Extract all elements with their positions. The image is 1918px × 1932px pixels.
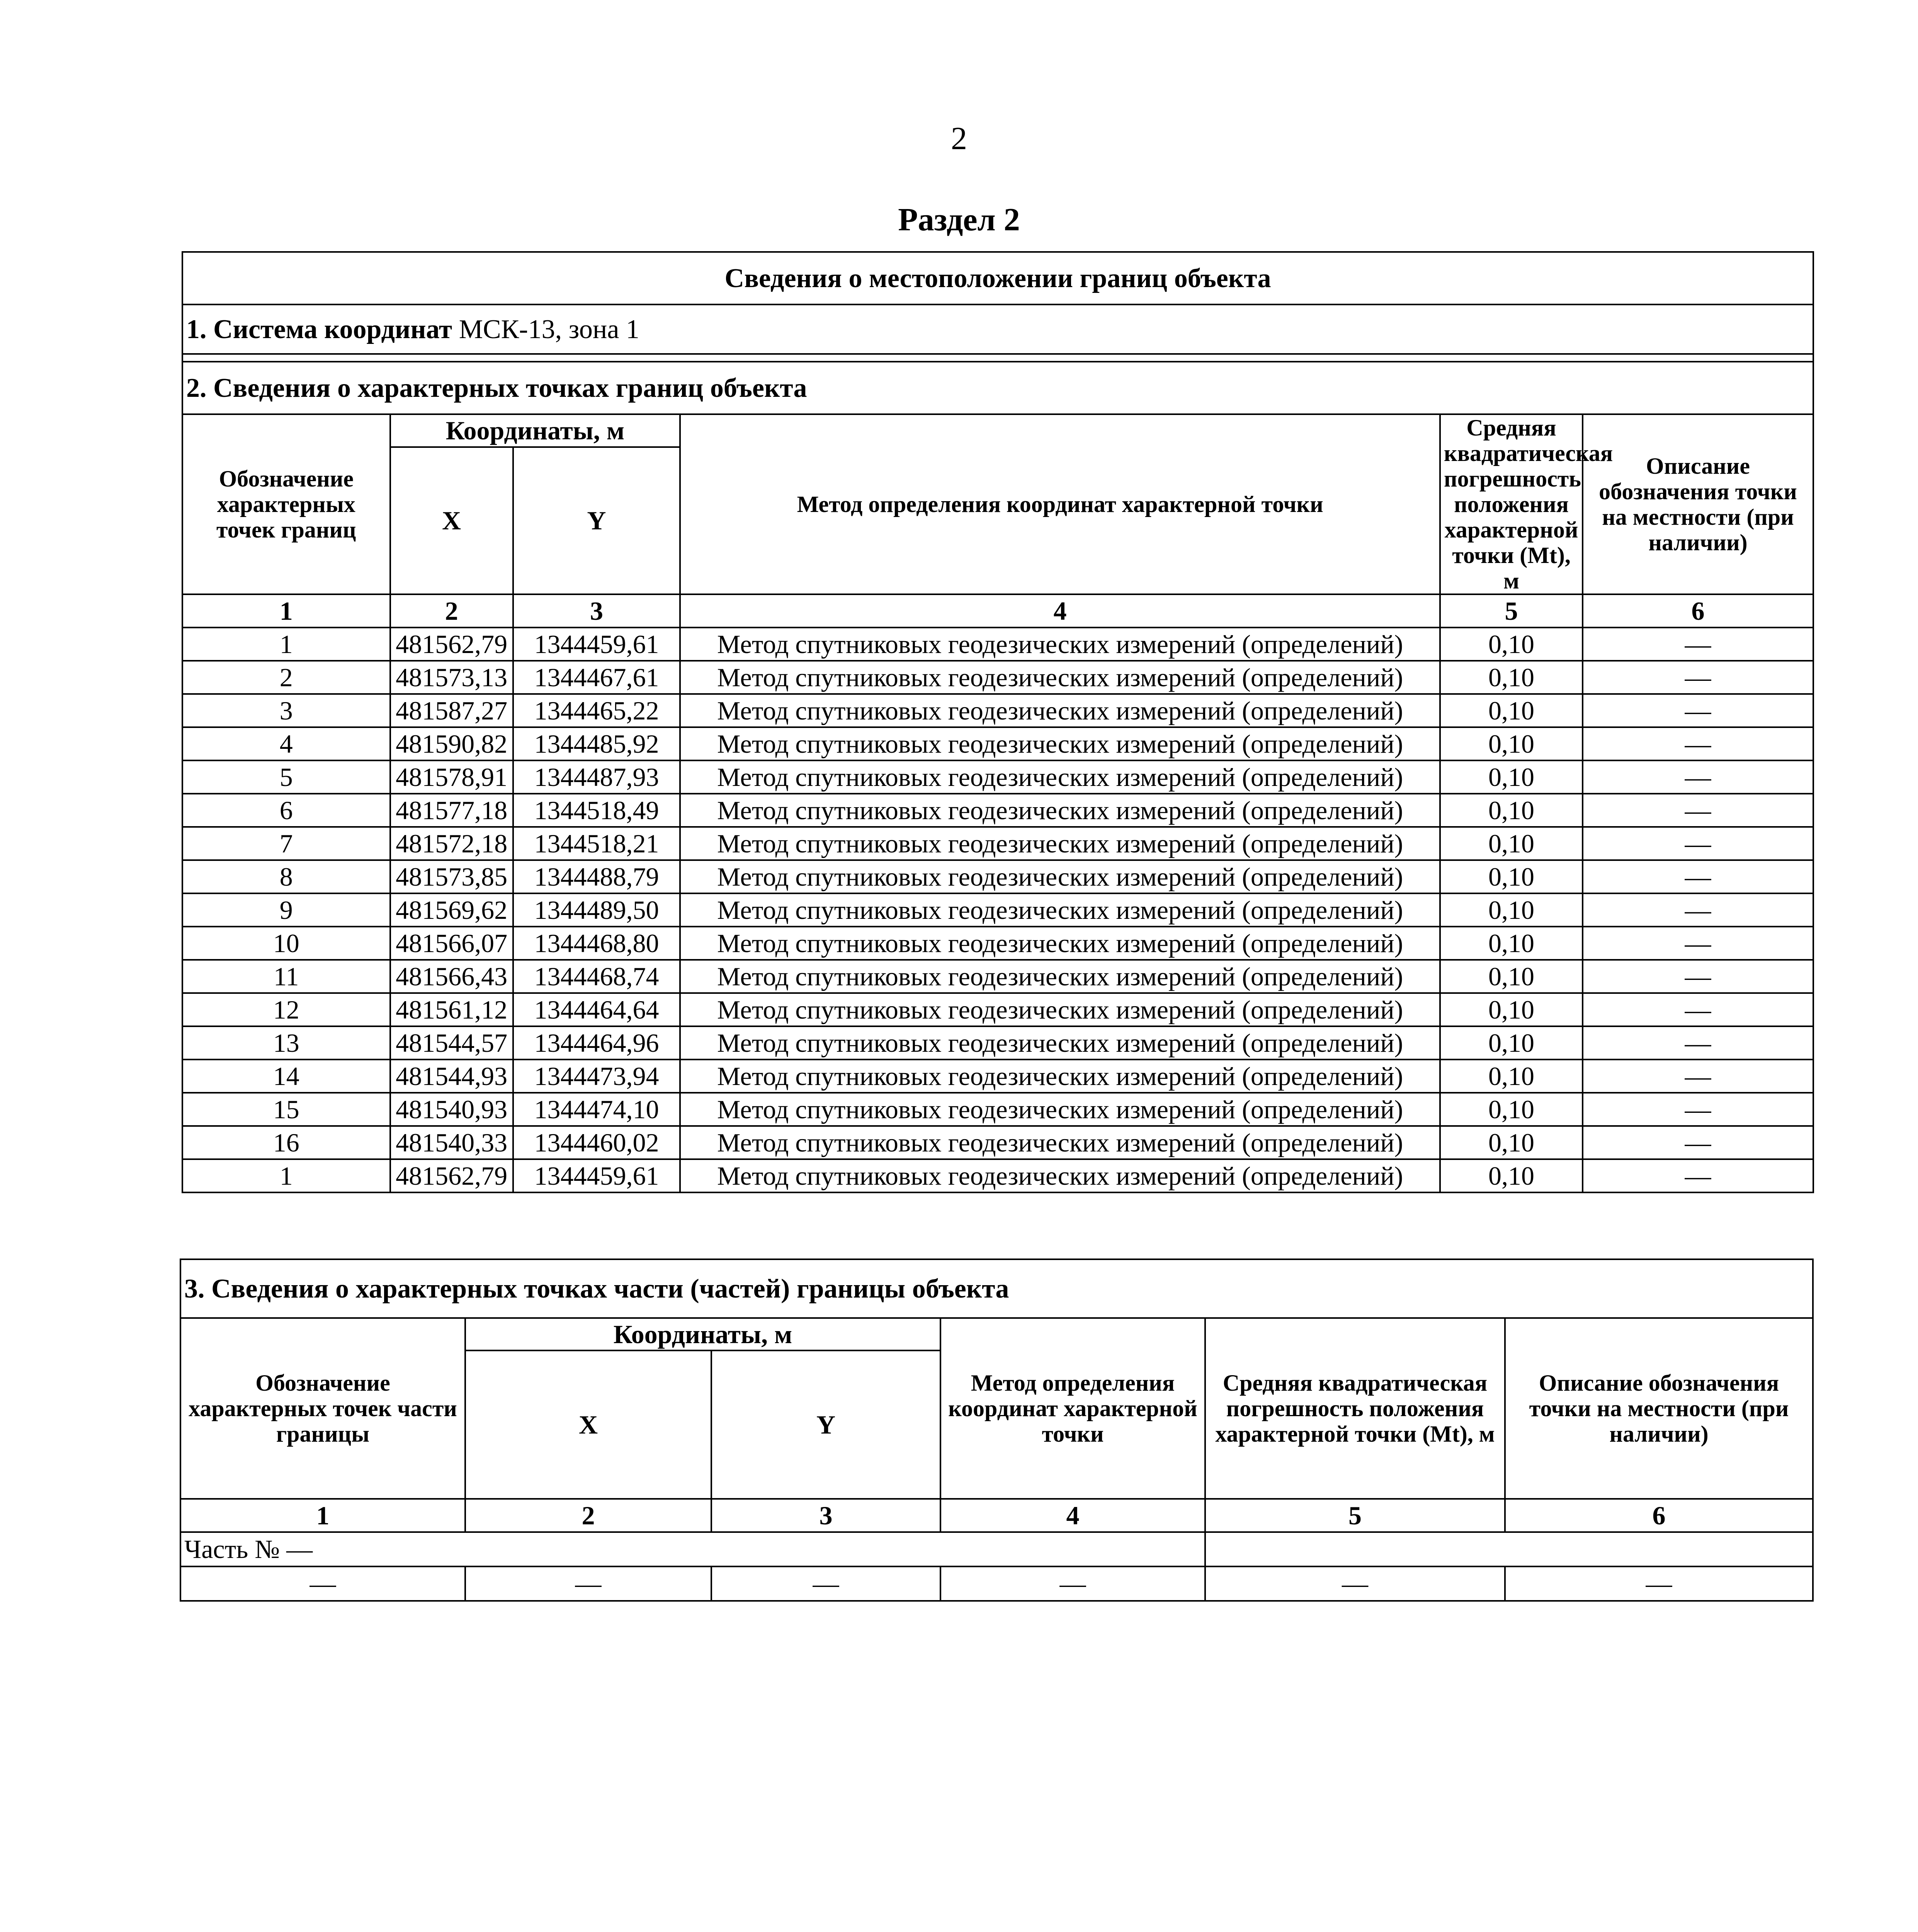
part-row: [180, 1532, 1813, 1566]
header-x: X: [465, 1350, 711, 1499]
description: —: [1583, 1159, 1813, 1192]
header-error: Средняя квадратическая погрешность положения характерной точки (Mt), м: [1440, 414, 1583, 594]
column-numbers-row: [182, 594, 1813, 628]
coord-y: 1344487,93: [513, 760, 680, 794]
coord-y: 1344464,96: [513, 1026, 680, 1060]
point-number: 1: [182, 628, 390, 661]
table-row: [182, 1093, 1813, 1126]
error-value: 0,10: [1440, 1060, 1583, 1093]
coordinate-system-label: 1. Система координат: [186, 314, 452, 344]
header-description: Описание обозначения точки на местности (при наличии): [1583, 414, 1813, 594]
coord-y: 1344488,79: [513, 860, 680, 893]
empty-cell: —: [1205, 1566, 1505, 1601]
description: —: [1583, 860, 1813, 893]
description: —: [1583, 960, 1813, 993]
point-number: 4: [182, 727, 390, 760]
description: —: [1583, 1093, 1813, 1126]
table-row: [182, 1060, 1813, 1093]
table-row: [182, 960, 1813, 993]
section2-heading: Сведения о местоположении границ объекта: [182, 252, 1813, 304]
coord-y: 1344473,94: [513, 1060, 680, 1093]
section2-table: [182, 251, 1814, 1193]
description: —: [1583, 893, 1813, 927]
header-method: Метод определения координат характерной точки: [940, 1318, 1205, 1499]
coord-x: 481577,18: [390, 794, 513, 827]
table-row: [182, 827, 1813, 860]
point-number: 14: [182, 1060, 390, 1093]
header-error: Средняя квадратическая погрешность положения характерной точки (Mt), м: [1205, 1318, 1505, 1499]
method: Метод спутниковых геодезических измерений (определений): [680, 694, 1440, 727]
points-title: 2. Сведения о характерных точках границ объекта: [182, 362, 1813, 414]
error-value: 0,10: [1440, 760, 1583, 794]
point-number: 15: [182, 1093, 390, 1126]
error-value: 0,10: [1440, 1093, 1583, 1126]
coord-x: 481540,93: [390, 1093, 513, 1126]
point-number: 10: [182, 927, 390, 960]
method: Метод спутниковых геодезических измерений (определений): [680, 1159, 1440, 1192]
column-numbers-row: [180, 1499, 1813, 1532]
section3-block: [180, 1259, 1812, 1602]
part-label: Часть № —: [180, 1532, 1205, 1566]
header-description: Описание обозначения точки на местности (при наличии): [1505, 1318, 1813, 1499]
coord-y: 1344467,61: [513, 661, 680, 694]
coord-x: 481561,12: [390, 993, 513, 1026]
error-value: 0,10: [1440, 893, 1583, 927]
coord-x: 481573,13: [390, 661, 513, 694]
section-title: Раздел 2: [898, 202, 1020, 238]
coord-y: 1344489,50: [513, 893, 680, 927]
point-number: 3: [182, 694, 390, 727]
column-number: 2: [465, 1499, 711, 1532]
description: —: [1583, 760, 1813, 794]
method: Метод спутниковых геодезических измерений (определений): [680, 1060, 1440, 1093]
coordinate-system-row: [182, 304, 1813, 354]
coord-x: 481578,91: [390, 760, 513, 794]
table-row: [182, 1126, 1813, 1159]
coord-y: 1344460,02: [513, 1126, 680, 1159]
table-row: [182, 727, 1813, 760]
section3-title: 3. Сведения о характерных точках части (частей) границы объекта: [180, 1259, 1813, 1318]
table-row: [182, 1159, 1813, 1192]
description: —: [1583, 1060, 1813, 1093]
description: —: [1583, 628, 1813, 661]
coordinate-system-value: МСК-13, зона 1: [459, 314, 639, 344]
coord-x: 481587,27: [390, 694, 513, 727]
points-rows: [182, 628, 1813, 1192]
method: Метод спутниковых геодезических измерений (определений): [680, 860, 1440, 893]
header-y: Y: [513, 447, 680, 594]
method: Метод спутниковых геодезических измерений (определений): [680, 827, 1440, 860]
column-number: 3: [513, 594, 680, 628]
coord-x: 481544,93: [390, 1060, 513, 1093]
description: —: [1583, 661, 1813, 694]
header-method: Метод определения координат характерной точки: [680, 414, 1440, 594]
header-designation: Обозначение характерных точек части границы: [180, 1318, 465, 1499]
empty-row: [180, 1566, 1813, 1601]
method: Метод спутниковых геодезических измерений (определений): [680, 927, 1440, 960]
table-row: [182, 927, 1813, 960]
error-value: 0,10: [1440, 694, 1583, 727]
point-number: 6: [182, 794, 390, 827]
description: —: [1583, 794, 1813, 827]
error-value: 0,10: [1440, 727, 1583, 760]
description: —: [1583, 993, 1813, 1026]
section2-block: [182, 251, 1814, 1193]
empty-cell: —: [711, 1566, 940, 1601]
error-value: 0,10: [1440, 860, 1583, 893]
table-row: [182, 661, 1813, 694]
column-number: 5: [1440, 594, 1583, 628]
column-number: 4: [680, 594, 1440, 628]
table-row: [182, 760, 1813, 794]
point-number: 1: [182, 1159, 390, 1192]
coord-x: 481590,82: [390, 727, 513, 760]
method: Метод спутниковых геодезических измерений (определений): [680, 760, 1440, 794]
point-number: 8: [182, 860, 390, 893]
table-row: [182, 794, 1813, 827]
table-row: [182, 893, 1813, 927]
column-number: 6: [1583, 594, 1813, 628]
error-value: 0,10: [1440, 993, 1583, 1026]
description: —: [1583, 1126, 1813, 1159]
coord-x: 481544,57: [390, 1026, 513, 1060]
empty-cell: —: [1505, 1566, 1813, 1601]
table-row: [182, 860, 1813, 893]
point-number: 12: [182, 993, 390, 1026]
description: —: [1583, 694, 1813, 727]
coord-y: 1344459,61: [513, 1159, 680, 1192]
point-number: 5: [182, 760, 390, 794]
error-value: 0,10: [1440, 1026, 1583, 1060]
error-value: 0,10: [1440, 661, 1583, 694]
part-empty-cell: [1205, 1532, 1813, 1566]
coord-y: 1344465,22: [513, 694, 680, 727]
error-value: 0,10: [1440, 827, 1583, 860]
method: Метод спутниковых геодезических измерений (определений): [680, 661, 1440, 694]
method: Метод спутниковых геодезических измерений (определений): [680, 960, 1440, 993]
coord-x: 481573,85: [390, 860, 513, 893]
empty-cell: —: [465, 1566, 711, 1601]
column-number: 5: [1205, 1499, 1505, 1532]
column-number: 4: [940, 1499, 1205, 1532]
error-value: 0,10: [1440, 960, 1583, 993]
column-number: 1: [180, 1499, 465, 1532]
spacer: [182, 354, 1813, 362]
method: Метод спутниковых геодезических измерений (определений): [680, 1126, 1440, 1159]
empty-cell: —: [940, 1566, 1205, 1601]
table-row: [182, 993, 1813, 1026]
page-number: 2: [951, 121, 967, 156]
table-row: [182, 628, 1813, 661]
table-row: [182, 694, 1813, 727]
method: Метод спутниковых геодезических измерений (определений): [680, 794, 1440, 827]
point-number: 2: [182, 661, 390, 694]
error-value: 0,10: [1440, 794, 1583, 827]
error-value: 0,10: [1440, 628, 1583, 661]
coord-x: 481569,62: [390, 893, 513, 927]
method: Метод спутниковых геодезических измерений (определений): [680, 727, 1440, 760]
point-number: 16: [182, 1126, 390, 1159]
coord-y: 1344474,10: [513, 1093, 680, 1126]
description: —: [1583, 727, 1813, 760]
method: Метод спутниковых геодезических измерений (определений): [680, 1026, 1440, 1060]
coord-y: 1344468,80: [513, 927, 680, 960]
coord-x: 481566,07: [390, 927, 513, 960]
header-coordinates: Координаты, м: [390, 414, 680, 447]
coord-y: 1344468,74: [513, 960, 680, 993]
empty-cell: —: [180, 1566, 465, 1601]
description: —: [1583, 1026, 1813, 1060]
coord-x: 481566,43: [390, 960, 513, 993]
header-designation: Обозначение характерных точек границ: [182, 414, 390, 594]
description: —: [1583, 827, 1813, 860]
coord-y: 1344518,21: [513, 827, 680, 860]
section3-table: [180, 1259, 1814, 1602]
header-x: X: [390, 447, 513, 594]
coord-x: 481540,33: [390, 1126, 513, 1159]
error-value: 0,10: [1440, 927, 1583, 960]
table-row: [182, 1026, 1813, 1060]
column-number: 1: [182, 594, 390, 628]
coord-y: 1344464,64: [513, 993, 680, 1026]
error-value: 0,10: [1440, 1126, 1583, 1159]
error-value: 0,10: [1440, 1159, 1583, 1192]
point-number: 11: [182, 960, 390, 993]
point-number: 9: [182, 893, 390, 927]
coord-x: 481562,79: [390, 628, 513, 661]
point-number: 13: [182, 1026, 390, 1060]
method: Метод спутниковых геодезических измерений (определений): [680, 893, 1440, 927]
coord-y: 1344459,61: [513, 628, 680, 661]
coord-y: 1344518,49: [513, 794, 680, 827]
coord-x: 481572,18: [390, 827, 513, 860]
column-number: 2: [390, 594, 513, 628]
method: Метод спутниковых геодезических измерений (определений): [680, 993, 1440, 1026]
point-number: 7: [182, 827, 390, 860]
header-y: Y: [711, 1350, 940, 1499]
method: Метод спутниковых геодезических измерений (определений): [680, 628, 1440, 661]
column-number: 6: [1505, 1499, 1813, 1532]
coord-x: 481562,79: [390, 1159, 513, 1192]
column-number: 3: [711, 1499, 940, 1532]
header-coordinates: Координаты, м: [465, 1318, 940, 1350]
description: —: [1583, 927, 1813, 960]
method: Метод спутниковых геодезических измерений (определений): [680, 1093, 1440, 1126]
coord-y: 1344485,92: [513, 727, 680, 760]
